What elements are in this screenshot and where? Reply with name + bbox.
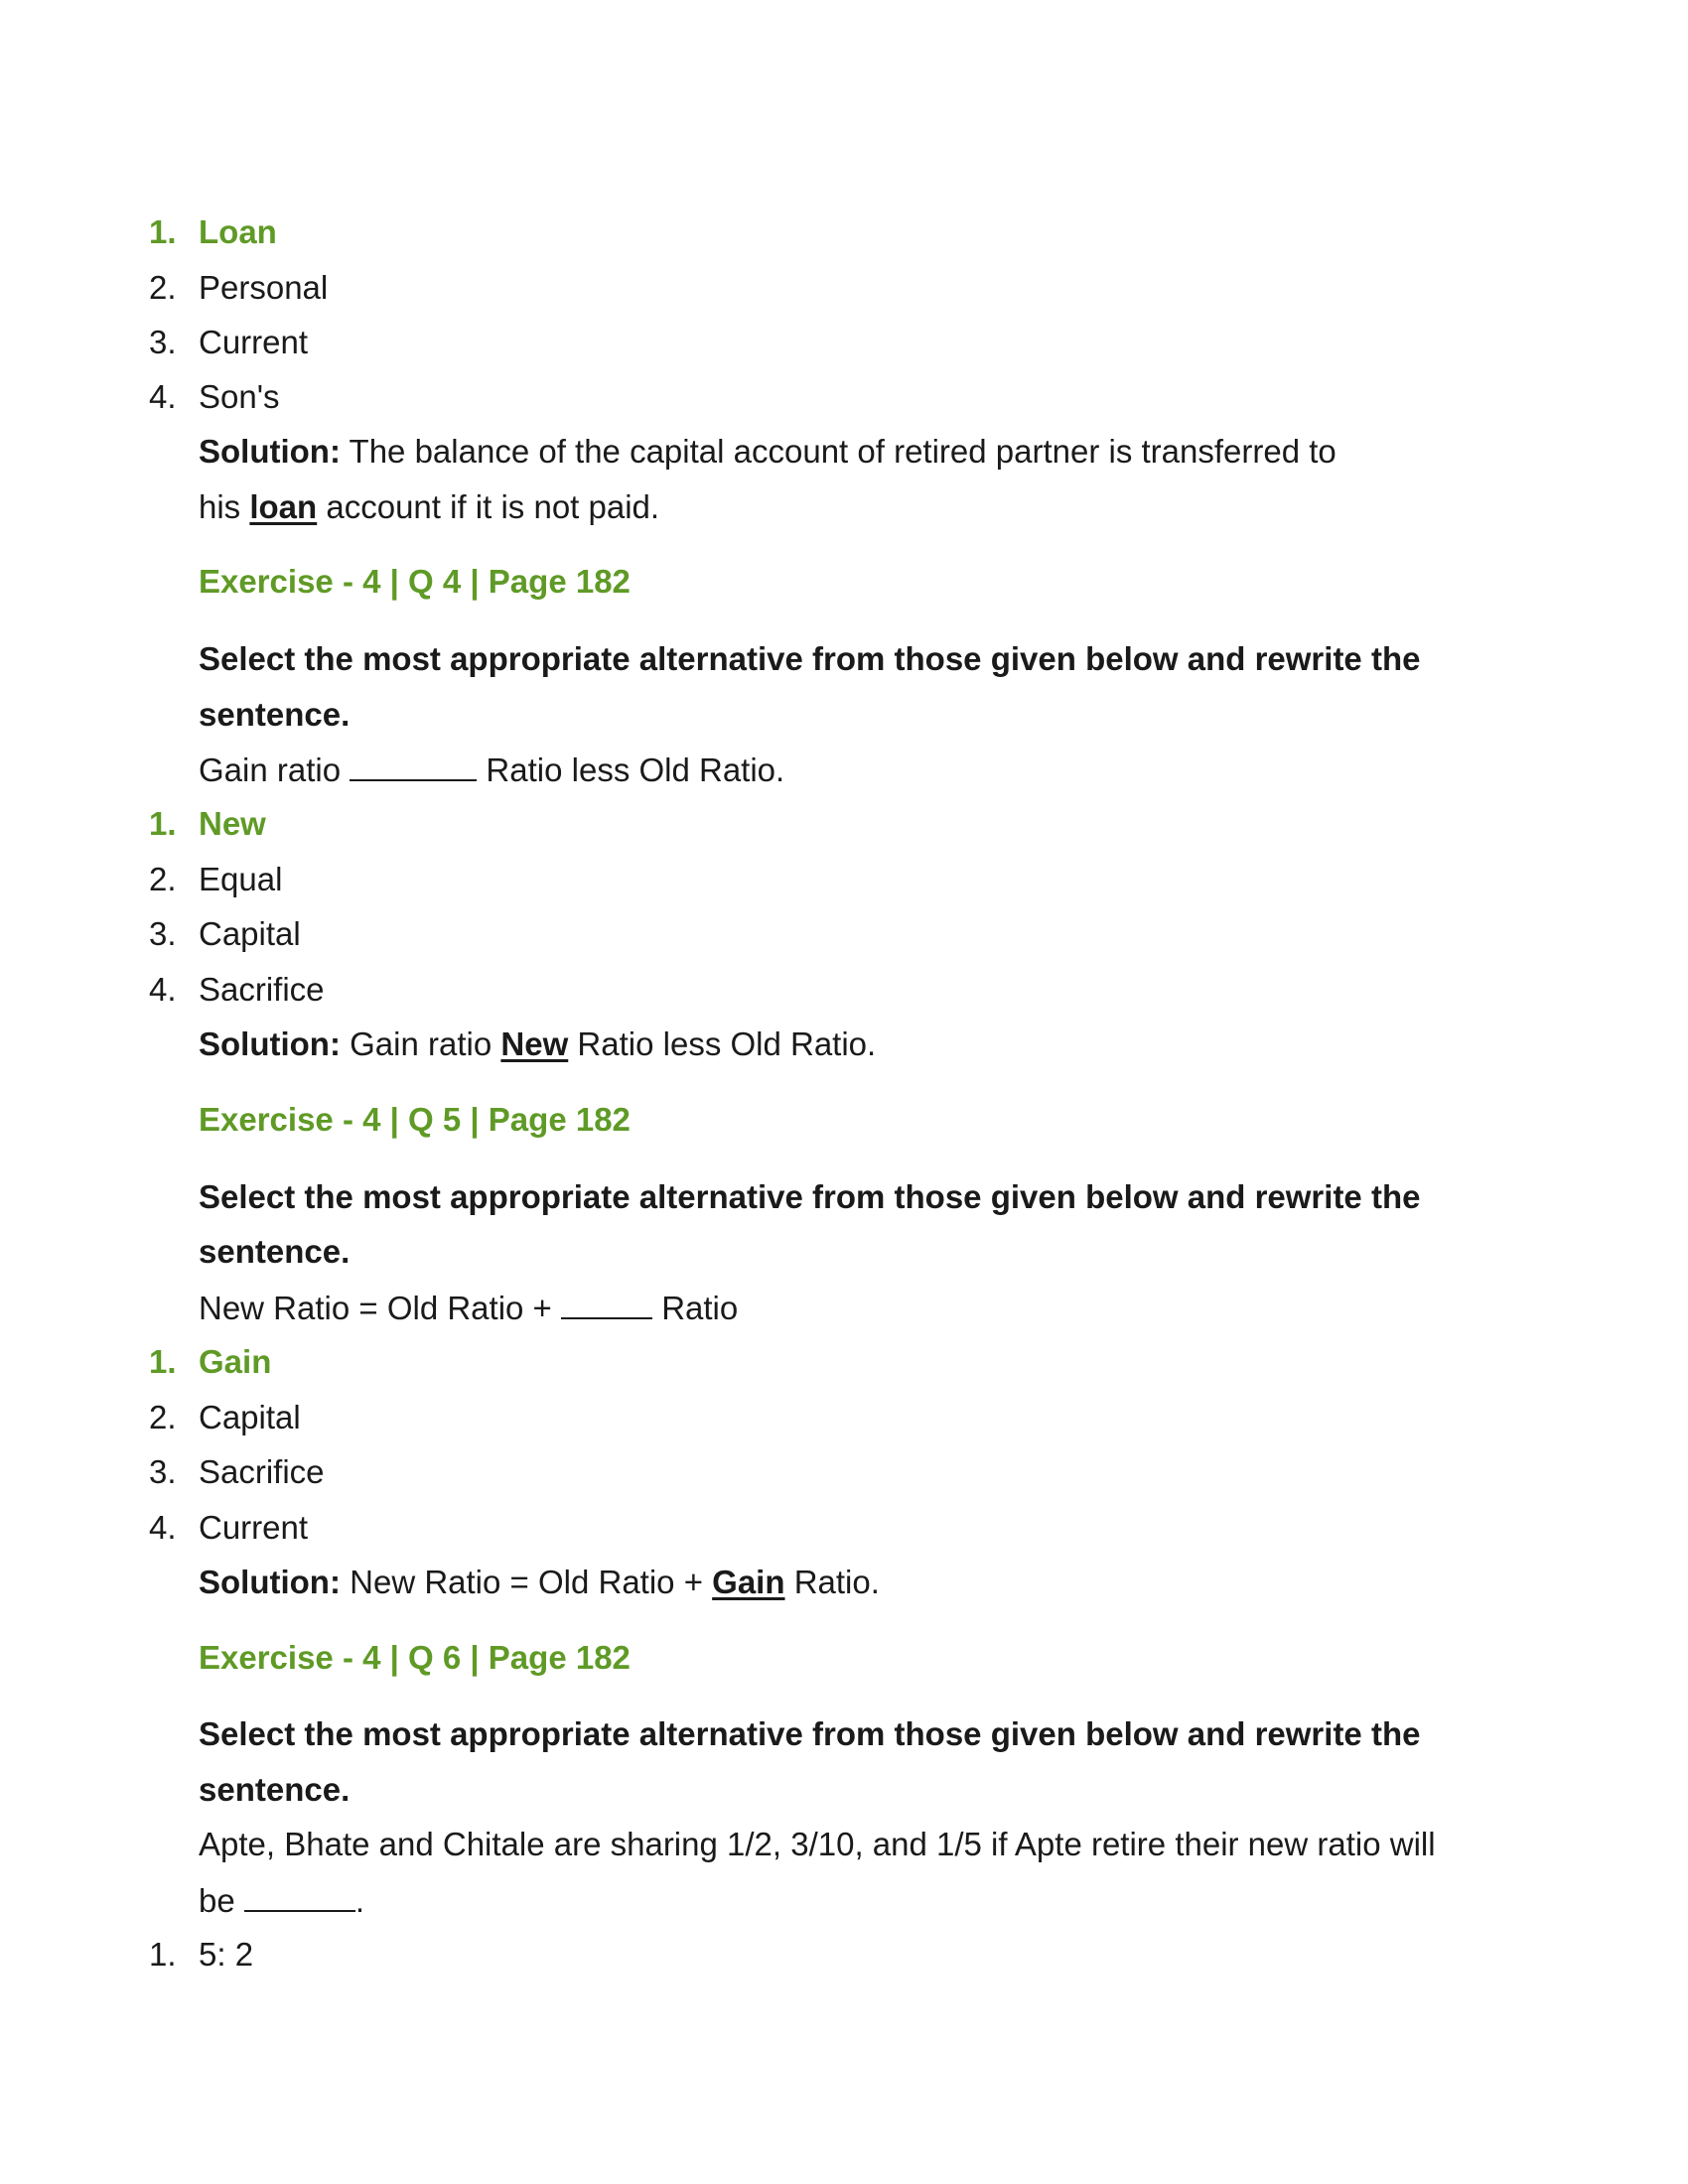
solution-line bbox=[199, 432, 1336, 472]
option-number: 2. bbox=[149, 269, 177, 306]
exercise-header: Exercise - 4 | Q 6 | Page 182 bbox=[199, 1639, 631, 1676]
option-number: 4. bbox=[149, 378, 177, 415]
solution-line bbox=[199, 1024, 876, 1064]
solution-text: Ratio less Old Ratio. bbox=[577, 1025, 877, 1062]
option-text-correct: New bbox=[199, 805, 266, 842]
option-number: 1. bbox=[149, 805, 177, 842]
option-text: Current bbox=[199, 1509, 309, 1546]
question-instruction: sentence. bbox=[199, 696, 351, 733]
stem-text: Ratio less Old Ratio. bbox=[486, 751, 785, 788]
option-number: 3. bbox=[149, 324, 177, 360]
question-instruction: Select the most appropriate alternative from those given below and rewrite the bbox=[199, 1715, 1421, 1752]
solution-answer: New bbox=[500, 1025, 569, 1062]
option-number: 2. bbox=[149, 861, 177, 897]
stem-text: be bbox=[199, 1882, 235, 1919]
stem-text: New Ratio = Old Ratio + bbox=[199, 1290, 552, 1326]
solution-label: Solution: bbox=[199, 1025, 341, 1062]
solution-text: Ratio. bbox=[793, 1564, 880, 1600]
question-stem bbox=[199, 1880, 364, 1921]
question-instruction: Select the most appropriate alternative from those given below and rewrite the bbox=[199, 1178, 1421, 1215]
stem-text: . bbox=[354, 1882, 365, 1919]
solution-answer: loan bbox=[249, 488, 318, 525]
answer-blank bbox=[244, 1880, 355, 1912]
option-number: 4. bbox=[149, 1509, 177, 1546]
solution-line bbox=[199, 1563, 880, 1602]
option-text: Personal bbox=[199, 269, 329, 306]
option-number: 1. bbox=[149, 1343, 177, 1380]
solution-label: Solution: bbox=[199, 433, 341, 470]
answer-blank bbox=[561, 1288, 652, 1319]
answer-blank bbox=[350, 750, 477, 781]
option-text: Son's bbox=[199, 378, 280, 415]
option-text-correct: Gain bbox=[199, 1343, 272, 1380]
stem-text: Gain ratio bbox=[199, 751, 342, 788]
solution-answer: Gain bbox=[712, 1564, 785, 1600]
option-number: 4. bbox=[149, 971, 177, 1008]
question-instruction: Select the most appropriate alternative from those given below and rewrite the bbox=[199, 640, 1421, 677]
option-text: Capital bbox=[199, 1399, 301, 1435]
stem-text: Ratio bbox=[661, 1290, 739, 1326]
question-instruction: sentence. bbox=[199, 1233, 351, 1270]
solution-label: Solution: bbox=[199, 1564, 341, 1600]
solution-text: his bbox=[199, 488, 241, 525]
option-number: 1. bbox=[149, 1936, 177, 1973]
question-stem bbox=[199, 750, 784, 790]
option-number: 3. bbox=[149, 915, 177, 952]
solution-text: Gain ratio bbox=[350, 1025, 492, 1062]
solution-text: New Ratio = Old Ratio + bbox=[350, 1564, 703, 1600]
question-stem bbox=[199, 1288, 738, 1328]
exercise-header: Exercise - 4 | Q 4 | Page 182 bbox=[199, 563, 631, 600]
option-text: 5: 2 bbox=[199, 1936, 254, 1973]
solution-text: account if it is not paid. bbox=[326, 488, 660, 525]
option-text: Sacrifice bbox=[199, 1453, 325, 1490]
solution-line bbox=[199, 487, 659, 527]
question-instruction: sentence. bbox=[199, 1771, 351, 1808]
option-number: 1. bbox=[149, 213, 177, 250]
solution-text: The balance of the capital account of retired partner is transferred to bbox=[349, 433, 1336, 470]
exercise-header: Exercise - 4 | Q 5 | Page 182 bbox=[199, 1101, 631, 1138]
question-stem: Apte, Bhate and Chitale are sharing 1/2, 3/10, and 1/5 if Apte retire their new ratio will bbox=[199, 1826, 1436, 1862]
option-text: Equal bbox=[199, 861, 283, 897]
option-text: Current bbox=[199, 324, 309, 360]
option-text-correct: Loan bbox=[199, 213, 277, 250]
option-text: Sacrifice bbox=[199, 971, 325, 1008]
option-number: 3. bbox=[149, 1453, 177, 1490]
option-number: 2. bbox=[149, 1399, 177, 1435]
option-text: Capital bbox=[199, 915, 301, 952]
